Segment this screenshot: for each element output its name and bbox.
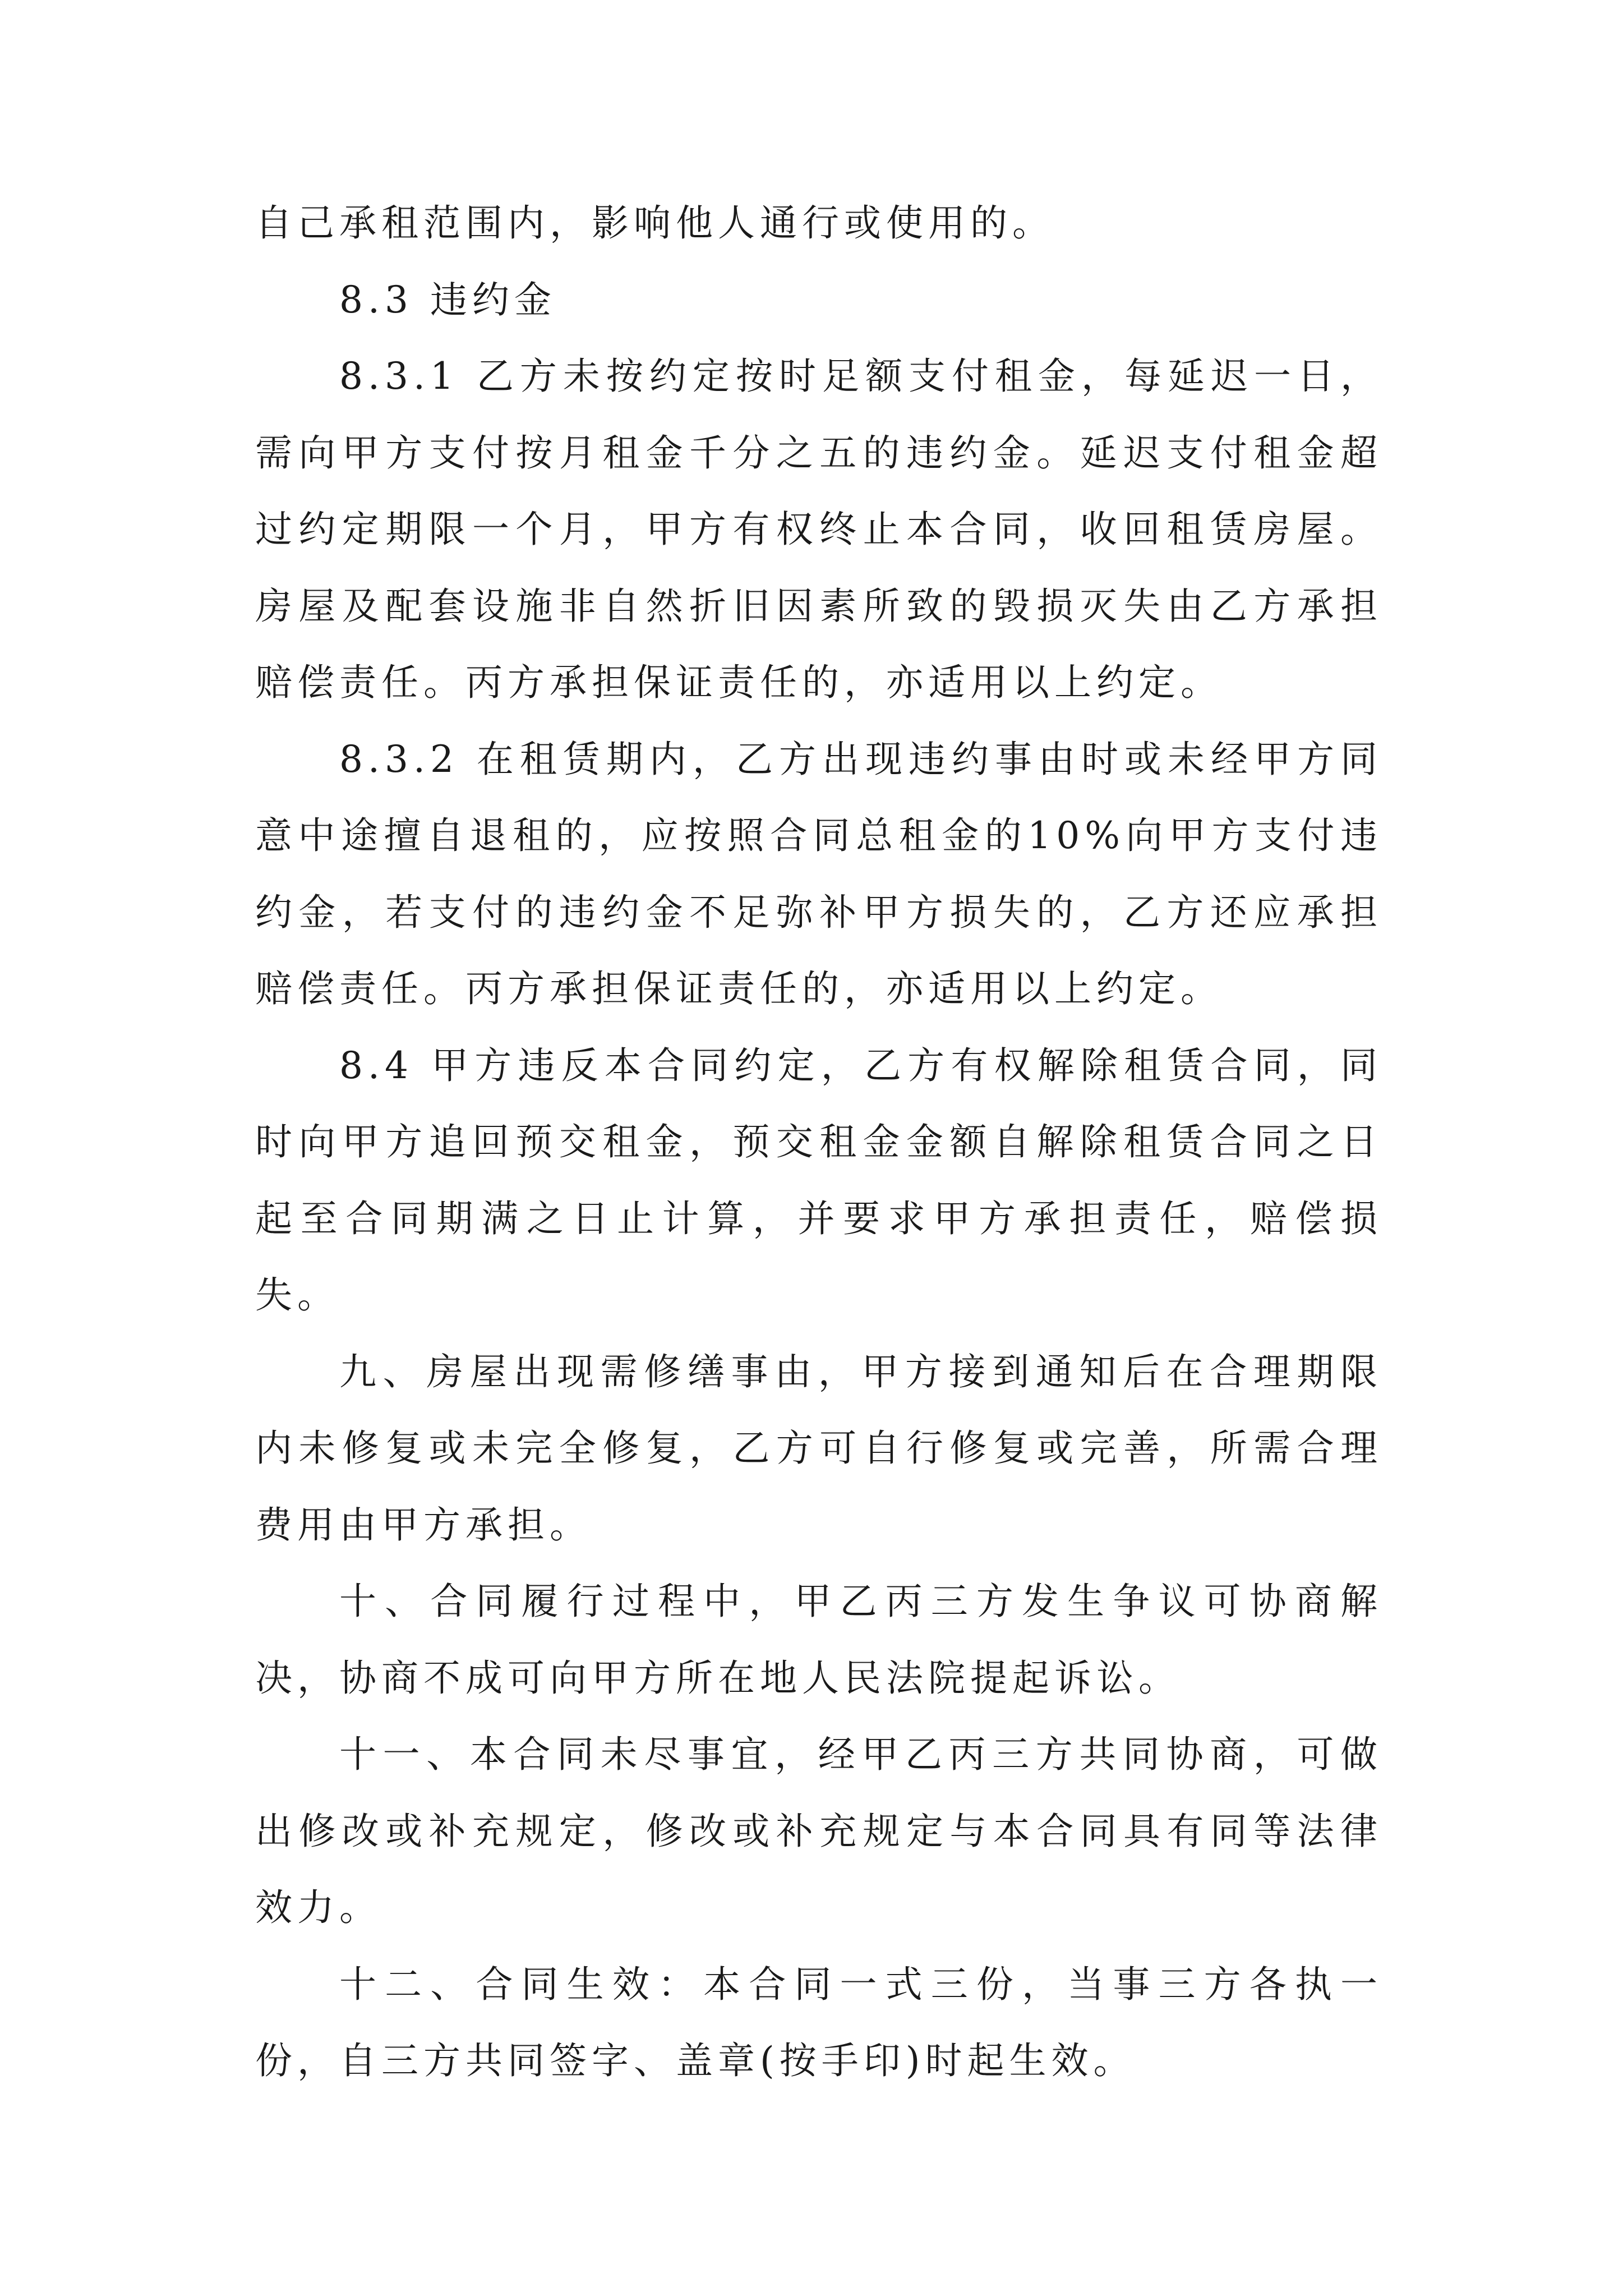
- paragraph-8-4: 8.4 甲方违反本合同约定，乙方有权解除租赁合同，同时向甲方追回预交租金，预交租金金额自解除租赁合同之日起至合同期满之日止计算，并要求甲方承担责任，赔偿损失。: [255, 1043, 1382, 1317]
- paragraph-clause-12: 十二、合同生效：本合同一式三份，当事三方各执一份，自三方共同签字、盖章(按手印)时起生效。: [255, 1962, 1382, 2082]
- paragraph-continuation: 自己承租范围内，影响他人通行或使用的。: [255, 201, 1054, 245]
- document-body: [255, 185, 1382, 2100]
- paragraph-clause-10: 十、合同履行过程中，甲乙丙三方发生争议可协商解决，协商不成可向甲方所在地人民法院提起诉讼。: [255, 1580, 1382, 1700]
- paragraph-clause-9: 九、房屋出现需修缮事由，甲方接到通知后在合理期限内未修复或未完全修复，乙方可自行修复或完善，所需合理费用由甲方承担。: [255, 1350, 1382, 1547]
- paragraph-8-3-2: 8.3.2 在租赁期内，乙方出现违约事由时或未经甲方同意中途擅自退租的，应按照合同总租金的10%向甲方支付违约金，若支付的违约金不足弥补甲方损失的，乙方还应承担赔偿责任。丙方承担保证责任的，亦适用以上约定。: [255, 737, 1382, 1010]
- paragraph-clause-11: 十一、本合同未尽事宜，经甲乙丙三方共同协商，可做出修改或补充规定，修改或补充规定与本合同具有同等法律效力。: [255, 1733, 1382, 1929]
- paragraph-8-3-heading: 8.3 违约金: [339, 278, 556, 321]
- paragraph-8-3-1: 8.3.1 乙方未按约定按时足额支付租金，每延迟一日，需向甲方支付按月租金千分之五的违约金。延迟支付租金超过约定期限一个月，甲方有权终止本合同，收回租赁房屋。房屋及配套设施非自然折旧因素所致的毁损灭失由乙方承担赔偿责任。丙方承担保证责任的，亦适用以上约定。: [255, 355, 1382, 704]
